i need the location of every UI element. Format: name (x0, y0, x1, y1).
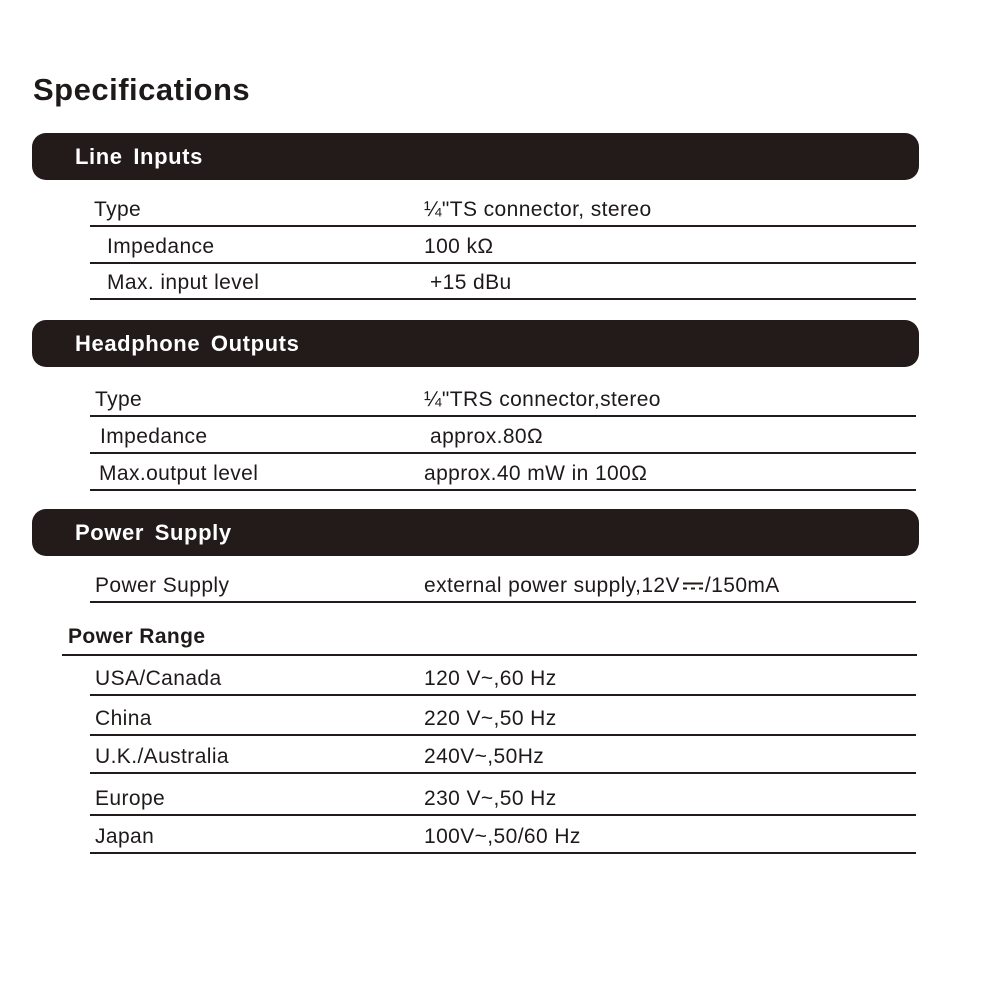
spec-label: Type (95, 388, 143, 411)
spec-value: 240V~,50Hz (424, 745, 545, 768)
spec-row-power-supply (90, 563, 916, 603)
sub-heading-label: Power Range (68, 625, 206, 648)
spec-value: +15 dBu (430, 271, 512, 294)
section-header-headphone-outputs: Headphone Outputs (32, 320, 919, 367)
spec-value: 220 V~,50 Hz (424, 707, 557, 730)
spec-label: Europe (95, 787, 166, 810)
spec-label: China (95, 707, 152, 730)
spec-row-europe (90, 774, 916, 816)
spec-value: 100 kΩ (424, 235, 494, 258)
sub-heading-power-range (62, 612, 917, 656)
spec-value: 230 V~,50 Hz (424, 787, 557, 810)
spec-label: Impedance (107, 235, 215, 258)
spec-row-china (90, 696, 916, 736)
section-header-line-inputs: Line Inputs (32, 133, 919, 180)
spec-value-text: external power supply,12V (424, 574, 680, 597)
spec-label: Power Supply (95, 574, 230, 597)
spec-row-headphone-impedance (90, 417, 916, 454)
dc-symbol-icon (682, 581, 704, 591)
spec-value-text-suffix: /150mA (704, 574, 780, 597)
spec-row-line-inputs-max-level (90, 264, 916, 300)
page-title: Specifications (33, 72, 251, 107)
spec-label: Max.output level (99, 462, 259, 485)
spec-row-uk-australia (90, 736, 916, 774)
spec-row-headphone-max-level (90, 454, 916, 491)
spec-value: 120 V~,60 Hz (424, 667, 557, 690)
spec-label: USA/Canada (95, 667, 222, 690)
spec-row-line-inputs-impedance (90, 227, 916, 264)
spec-row-line-inputs-type (90, 188, 916, 227)
spec-row-usa-canada (90, 656, 916, 696)
spec-value: 100V~,50/60 Hz (424, 825, 581, 848)
spec-label: U.K./Australia (95, 745, 229, 768)
spec-row-headphone-type (90, 376, 916, 417)
spec-row-japan (90, 816, 916, 854)
spec-value (424, 574, 780, 598)
spec-value: ¼"TS connector, stereo (424, 198, 652, 221)
section-header-power-supply: Power Supply (32, 509, 919, 556)
spec-value: approx.80Ω (430, 425, 544, 448)
spec-label: Japan (95, 825, 155, 848)
spec-label: Max. input level (107, 271, 260, 294)
spec-value: ¼"TRS connector,stereo (424, 388, 661, 411)
spec-label: Impedance (100, 425, 208, 448)
spec-label: Type (94, 198, 142, 221)
spec-value: approx.40 mW in 100Ω (424, 462, 648, 485)
